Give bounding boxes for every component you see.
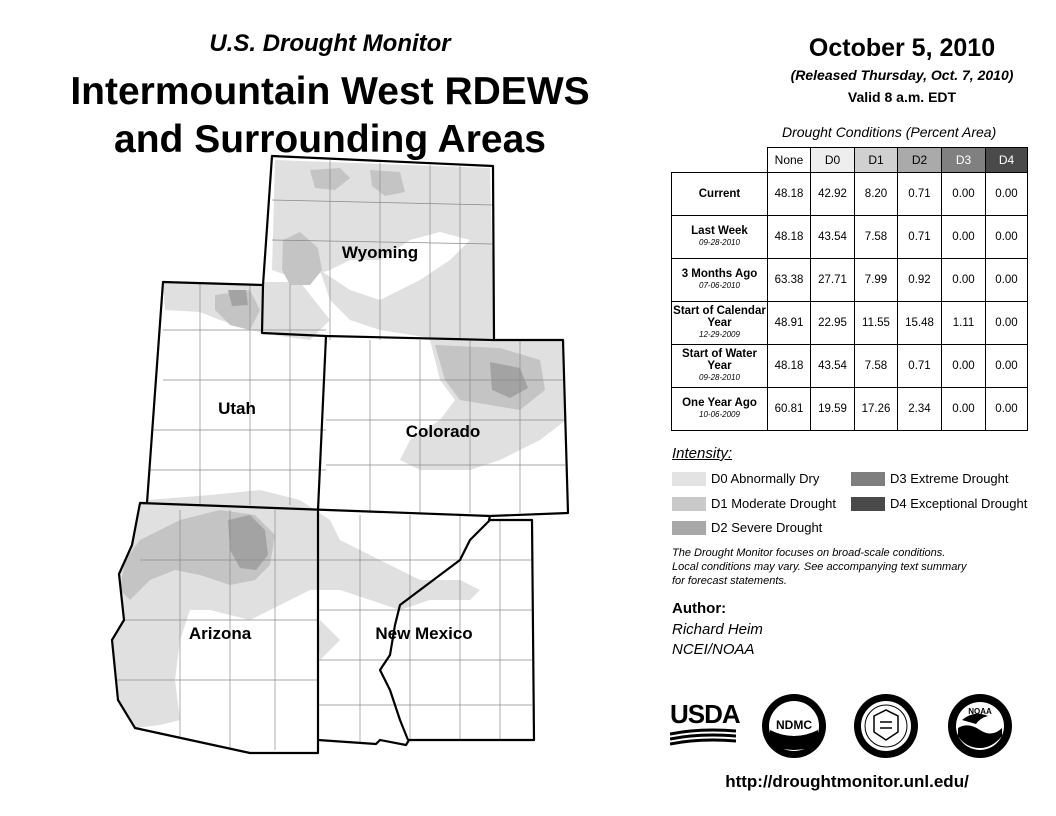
table-cell: 0.71 bbox=[898, 345, 942, 388]
table-cell: 22.95 bbox=[811, 302, 855, 345]
table-cell: 0.00 bbox=[986, 302, 1028, 345]
state-label-utah: Utah bbox=[218, 399, 256, 418]
usda-logo-text: USDA bbox=[670, 699, 740, 729]
table-cell: 0.00 bbox=[986, 388, 1028, 431]
legend-swatch-d0 bbox=[672, 472, 706, 486]
table-cell: 0.00 bbox=[942, 173, 986, 216]
note-line: Local conditions may vary. See accompanying text summary bbox=[672, 561, 967, 573]
table-corner bbox=[672, 148, 768, 173]
table-cell: 0.00 bbox=[942, 388, 986, 431]
table-cell: 7.58 bbox=[855, 216, 898, 259]
table-cell: 0.00 bbox=[942, 216, 986, 259]
table-cell: 0.71 bbox=[898, 173, 942, 216]
column-header: D3 bbox=[942, 148, 986, 173]
valid-time: Valid 8 a.m. EDT bbox=[847, 89, 957, 105]
table-row bbox=[672, 345, 1028, 388]
table-cell: 7.58 bbox=[855, 345, 898, 388]
table-cell: 48.91 bbox=[768, 302, 811, 345]
table-cell: 63.38 bbox=[768, 259, 811, 302]
table-header-row bbox=[672, 148, 1028, 173]
row-label: Current bbox=[672, 173, 768, 216]
table-cell: 0.00 bbox=[986, 216, 1028, 259]
table-cell: 1.11 bbox=[942, 302, 986, 345]
title-line-2: and Surrounding Areas bbox=[114, 118, 546, 161]
table-cell: 19.59 bbox=[811, 388, 855, 431]
table-cell: 0.71 bbox=[898, 216, 942, 259]
disclaimer-note bbox=[672, 546, 1032, 588]
ndmc-logo-text: NDMC bbox=[776, 718, 812, 732]
table-cell: 43.54 bbox=[811, 216, 855, 259]
column-header: None bbox=[768, 148, 811, 173]
table-cell: 60.81 bbox=[768, 388, 811, 431]
legend-swatch-d4 bbox=[851, 497, 885, 511]
table-row bbox=[672, 259, 1028, 302]
table-cell: 11.55 bbox=[855, 302, 898, 345]
author-org: NCEI/NOAA bbox=[672, 641, 755, 658]
column-header: D0 bbox=[811, 148, 855, 173]
state-label-new-mexico: New Mexico bbox=[375, 624, 473, 643]
table-row bbox=[672, 388, 1028, 431]
release-date: (Released Thursday, Oct. 7, 2010) bbox=[790, 67, 1014, 83]
legend-label-d3: D3 Extreme Drought bbox=[890, 471, 1009, 486]
author-info bbox=[672, 620, 763, 660]
column-header: D1 bbox=[855, 148, 898, 173]
legend-label-d2: D2 Severe Drought bbox=[711, 520, 823, 535]
table-cell: 48.18 bbox=[768, 216, 811, 259]
author-name: Richard Heim bbox=[672, 621, 763, 638]
table-cell: 0.00 bbox=[942, 259, 986, 302]
note-line: for forecast statements. bbox=[672, 575, 787, 587]
table-cell: 0.00 bbox=[986, 259, 1028, 302]
legend-title: Intensity: bbox=[672, 445, 733, 462]
noaa-logo-text: NOAA bbox=[968, 707, 992, 716]
column-header: D2 bbox=[898, 148, 942, 173]
table-cell: 17.26 bbox=[855, 388, 898, 431]
map-date: October 5, 2010 bbox=[808, 34, 996, 62]
table-cell: 27.71 bbox=[811, 259, 855, 302]
map-supertitle: U.S. Drought Monitor bbox=[209, 30, 451, 57]
table-cell: 42.92 bbox=[811, 173, 855, 216]
title-line-1: Intermountain West RDEWS bbox=[70, 70, 590, 113]
row-label: Start of Calendar Year 12-29-2009 bbox=[672, 302, 768, 345]
row-label: 3 Months Ago 07-06-2010 bbox=[672, 259, 768, 302]
table-row bbox=[672, 173, 1028, 216]
legend-swatch-d2 bbox=[672, 521, 706, 535]
table-cell: 48.18 bbox=[768, 173, 811, 216]
table-cell: 0.00 bbox=[986, 173, 1028, 216]
note-line: The Drought Monitor focuses on broad-scale conditions. bbox=[672, 547, 946, 559]
table-row bbox=[672, 216, 1028, 259]
conditions-table-title: Drought Conditions (Percent Area) bbox=[782, 124, 997, 140]
author-heading: Author: bbox=[672, 600, 727, 617]
table-cell: 0.92 bbox=[898, 259, 942, 302]
table-cell: 0.00 bbox=[942, 345, 986, 388]
column-header: D4 bbox=[986, 148, 1028, 173]
legend-label-d4: D4 Exceptional Drought bbox=[890, 496, 1028, 511]
drought-map bbox=[0, 150, 660, 780]
table-cell: 48.18 bbox=[768, 345, 811, 388]
usda-logo-swoosh bbox=[670, 728, 736, 748]
noaa-logo bbox=[946, 692, 1014, 760]
row-label: One Year Ago 10-06-2009 bbox=[672, 388, 768, 431]
state-label-wyoming: Wyoming bbox=[341, 243, 419, 262]
row-label: Start of Water Year 09-28-2010 bbox=[672, 345, 768, 388]
table-cell: 2.34 bbox=[898, 388, 942, 431]
table-row bbox=[672, 302, 1028, 345]
drought-conditions-table bbox=[671, 147, 1028, 431]
legend-swatch-d1 bbox=[672, 497, 706, 511]
table-cell: 15.48 bbox=[898, 302, 942, 345]
legend-label-d0: D0 Abnormally Dry bbox=[711, 471, 820, 486]
table-cell: 8.20 bbox=[855, 173, 898, 216]
ndmc-logo bbox=[760, 692, 828, 760]
table-cell: 7.99 bbox=[855, 259, 898, 302]
legend-label-d1: D1 Moderate Drought bbox=[711, 496, 837, 511]
usda-logo bbox=[670, 700, 740, 750]
doc-seal-logo bbox=[852, 692, 920, 760]
row-label: Last Week 09-28-2010 bbox=[672, 216, 768, 259]
table-cell: 0.00 bbox=[986, 345, 1028, 388]
state-label-colorado: Colorado bbox=[405, 422, 481, 441]
table-cell: 43.54 bbox=[811, 345, 855, 388]
state-label-arizona: Arizona bbox=[188, 624, 252, 643]
legend-swatch-d3 bbox=[851, 472, 885, 486]
website-link[interactable]: http://droughtmonitor.unl.edu/ bbox=[725, 772, 969, 791]
